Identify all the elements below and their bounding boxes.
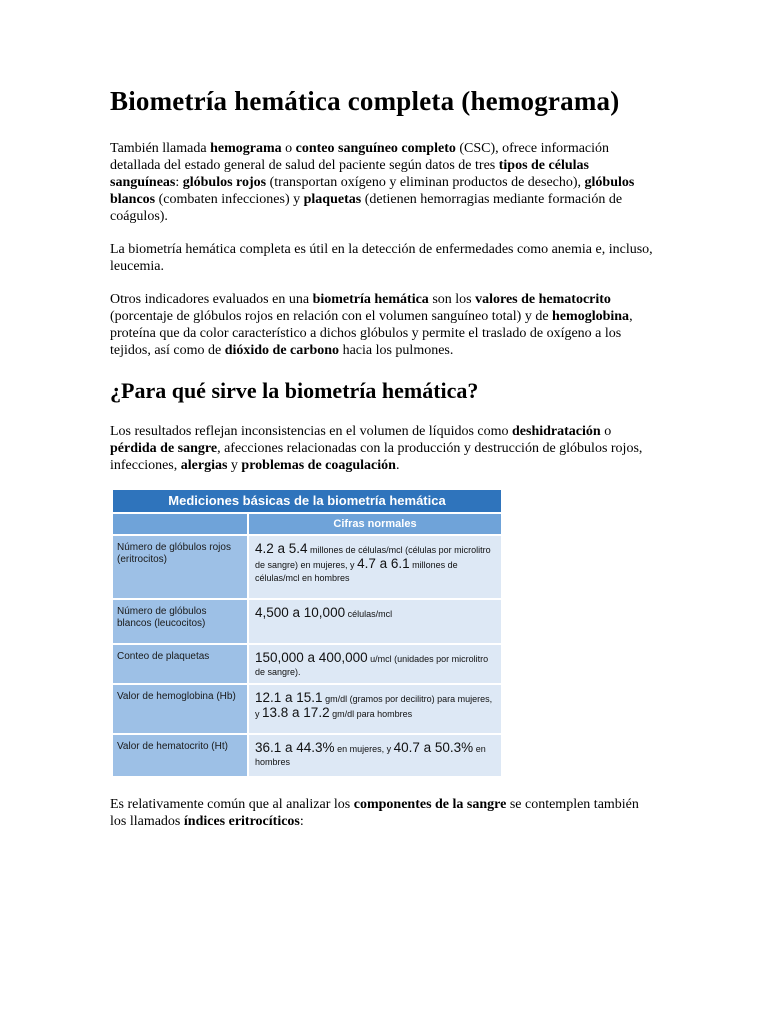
row-value — [248, 535, 501, 599]
text-run: También llamada — [110, 141, 211, 156]
text-run: : — [175, 175, 183, 190]
text-run: Otros indicadores evaluados en una — [110, 292, 313, 307]
table-header-normal-values: Cifras normales — [248, 513, 501, 535]
section-heading: ¿Para qué sirve la biometría hemática? — [110, 378, 479, 403]
text-run: (CSC), ofrece información detallada del estado general de salud del paciente según datos de tres — [110, 141, 610, 173]
table-row — [113, 599, 501, 644]
text-run: Los resultados reflejan inconsistencias en el volumen de líquidos como — [110, 424, 513, 439]
value-range: 13.8 a 17.2 — [262, 705, 330, 720]
value-text: millones de células/mcl en hombres — [255, 560, 458, 583]
value-range: 4.7 a 6.1 — [357, 556, 410, 571]
row-label: Número de glóbulos rojos (eritrocitos) — [113, 535, 248, 599]
text-run: hacia los pulmones. — [339, 343, 454, 358]
text-run: o — [600, 424, 612, 439]
text-run: o — [281, 141, 296, 156]
row-value — [248, 599, 501, 644]
value-text: u/mcl (unidades por microlitro de sangre). — [255, 654, 489, 677]
text-run: son los — [428, 292, 476, 307]
row-value — [248, 644, 501, 684]
table-row — [113, 684, 501, 734]
text-run: (transportan oxígeno y eliminan productos de desecho), — [266, 175, 585, 190]
bold-run: deshidratación — [512, 424, 601, 439]
bold-run: pérdida de sangre — [110, 441, 218, 456]
results-paragraph — [110, 423, 655, 474]
value-range: 12.1 a 15.1 — [255, 690, 323, 705]
text-run: se contemplen también los llamados — [110, 797, 639, 829]
text-run: (combaten infecciones) y — [155, 192, 304, 207]
text-run: , proteína que da color característico a dichos glóbulos y permite el traslado de oxígeno a los tejidos, así como de — [110, 309, 633, 358]
text-run: , afecciones relacionadas con la producción y destrucción de glóbulos rojos, infecciones, — [110, 441, 643, 473]
bold-run: glóbulos rojos — [182, 175, 267, 190]
intro-paragraph — [110, 140, 655, 225]
bold-run: alergias — [180, 458, 228, 473]
bold-run: conteo sanguíneo completo — [295, 141, 456, 156]
text-run: . — [395, 458, 400, 473]
table-row — [113, 644, 501, 684]
indicators-paragraph — [110, 291, 655, 359]
value-text: en hombres — [255, 744, 486, 767]
value-text: gm/dl (gramos por decilitro) para mujeres, y — [255, 694, 493, 719]
bold-run: índices eritrocíticos — [183, 814, 300, 829]
bold-run: componentes de la sangre — [353, 797, 507, 812]
text-run: (porcentaje de glóbulos rojos en relación con el volumen sanguíneo total) y de — [110, 309, 553, 324]
row-label: Conteo de plaquetas — [113, 644, 248, 684]
text-run: Es relativamente común que al analizar los — [110, 797, 354, 812]
detection-paragraph: La biometría hemática completa es útil en la detección de enfermedades como anemia e, incluso, leucemia. — [110, 242, 653, 274]
document-content — [110, 84, 655, 846]
indices-paragraph — [110, 796, 655, 830]
table-row — [113, 535, 501, 599]
row-label: Número de glóbulos blancos (leucocitos) — [113, 599, 248, 644]
table-header-blank — [113, 513, 248, 535]
bold-run: tipos de células sanguíneas — [110, 158, 589, 190]
value-text: gm/dl para hombres — [329, 709, 413, 719]
bold-run: biometría hemática — [312, 292, 429, 307]
page-title: Biometría hemática completa (hemograma) — [110, 86, 620, 116]
measurements-table-image — [113, 490, 501, 776]
value-range: 4.2 a 5.4 — [255, 541, 308, 556]
row-value — [248, 684, 501, 734]
bold-run: plaquetas — [303, 192, 362, 207]
value-text: millones de células/mcl (células por microlitro de sangre) en mujeres, y — [255, 545, 491, 570]
row-label: Valor de hemoglobina (Hb) — [113, 684, 248, 734]
bold-run: hemoglobina — [552, 309, 630, 324]
row-label: Valor de hematocrito (Ht) — [113, 734, 248, 776]
text-run: : — [299, 814, 304, 829]
value-range: 40.7 a 50.3% — [393, 740, 474, 755]
row-value — [248, 734, 501, 776]
value-range: 36.1 a 44.3% — [255, 740, 335, 755]
value-range: 150,000 a 400,000 — [255, 650, 368, 665]
value-text: células/mcl — [345, 609, 393, 619]
value-text: en mujeres, y — [334, 744, 394, 754]
table-row — [113, 734, 501, 776]
value-range: 4,500 a 10,000 — [255, 605, 346, 620]
text-run: (detienen hemorragias mediante formación de coágulos). — [110, 192, 623, 224]
bold-run: glóbulos blancos — [110, 175, 635, 207]
bold-run: problemas de coagulación — [241, 458, 396, 473]
text-run: y — [227, 458, 242, 473]
bold-run: dióxido de carbono — [224, 343, 340, 358]
bold-run: valores de hematocrito — [475, 292, 611, 307]
bold-run: hemograma — [210, 141, 282, 156]
table-title: Mediciones básicas de la biometría hemática — [113, 490, 501, 513]
